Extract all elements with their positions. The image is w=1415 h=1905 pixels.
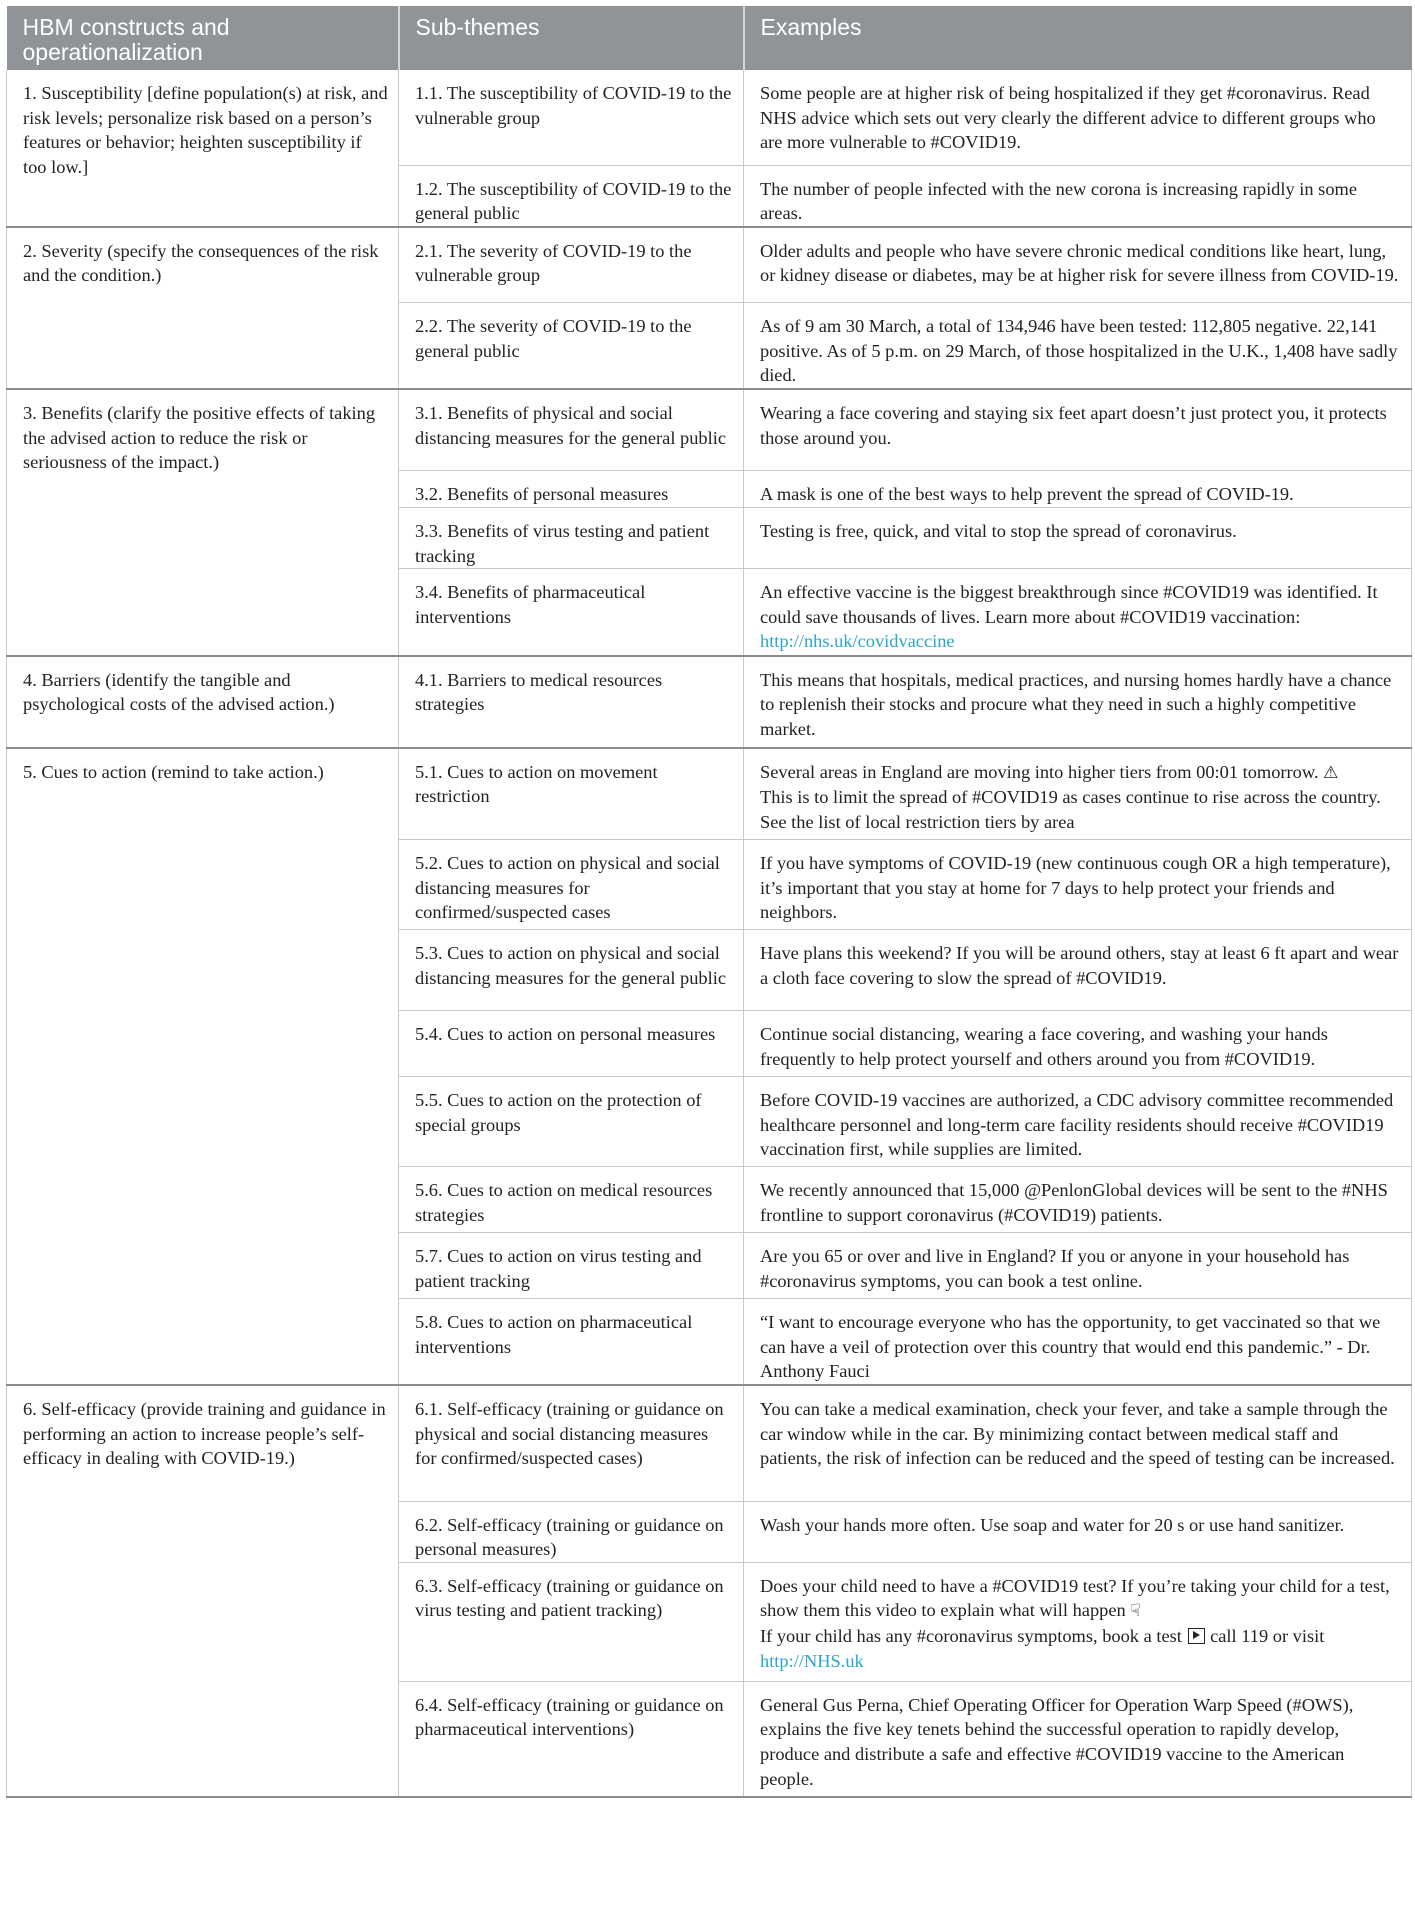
table-row (7, 1385, 1412, 1501)
example-text-continued: This is to limit the spread of #COVID19 as cases continue to rise across the country. See the list of local restriction tiers by area (760, 787, 1381, 832)
example-cell: Before COVID-19 vaccines are authorized, a CDC advisory committee recommended healthcare personnel and long-term care facility residents should receive #COVID19 vaccination first, while supplies are limited. (744, 1077, 1412, 1167)
example-text: Does your child need to have a #COVID19 test? If you’re taking your child for a test, show them this video to explain what will happen (760, 1575, 1390, 1621)
table-row (7, 656, 1412, 748)
subtheme-cell: 5.8. Cues to action on pharmaceutical interventions (399, 1299, 744, 1385)
subtheme-cell: 3.4. Benefits of pharmaceutical interventions (399, 569, 744, 656)
subtheme-cell: 5.2. Cues to action on physical and social distancing measures for confirmed/suspected cases (399, 840, 744, 930)
example-cell: As of 9 am 30 March, a total of 134,946 have been tested: 112,805 negative. 22,141 positive. As of 5 p.m. on 29 March, of those hospitalized in the U.K., 1,408 have sadly died. (744, 303, 1412, 389)
construct-cell: 4. Barriers (identify the tangible and psychological costs of the advised action.) (7, 656, 399, 748)
subtheme-cell: 5.1. Cues to action on movement restriction (399, 748, 744, 840)
nhs-link[interactable]: http://NHS.uk (760, 1650, 864, 1671)
subtheme-cell: 6.3. Self-efficacy (training or guidance on virus testing and patient tracking) (399, 1562, 744, 1681)
pointing-hand-icon: ☟ (1130, 1601, 1141, 1622)
construct-cell: 1. Susceptibility [define population(s) at risk, and risk levels; personalize risk based on a person’s features or behavior; heighten susceptibility if too low.] (7, 70, 399, 227)
example-cell (744, 748, 1412, 840)
vaccine-link[interactable]: http://nhs.uk/covidvaccine (760, 631, 955, 652)
example-cell: “I want to encourage everyone who has the opportunity, to get vaccinated so that we can have a veil of protection over this country that would end this pandemic.” - Dr. Anthony Fauci (744, 1299, 1412, 1385)
construct-cell: 2. Severity (specify the consequences of the risk and the condition.) (7, 227, 399, 389)
example-cell: Have plans this weekend? If you will be around others, stay at least 6 ft apart and wear a cloth face covering to slow the spread of #COVID19. (744, 930, 1412, 1011)
subtheme-cell: 2.1. The severity of COVID-19 to the vulnerable group (399, 227, 744, 303)
subtheme-cell: 1.1. The susceptibility of COVID-19 to the vulnerable group (399, 70, 744, 165)
example-text-line2-rest: call 119 or visit (1210, 1625, 1325, 1646)
subtheme-cell: 6.1. Self-efficacy (training or guidance on physical and social distancing measures for confirmed/suspected cases) (399, 1385, 744, 1501)
example-cell (744, 1562, 1412, 1681)
subtheme-cell: 5.3. Cues to action on physical and social distancing measures for the general public (399, 930, 744, 1011)
hbm-table (6, 6, 1412, 1798)
table-header-row (7, 6, 1412, 70)
example-text: An effective vaccine is the biggest breakthrough since #COVID19 was identified. It could save thousands of lives. Learn more about #COVID19 vaccination: (760, 582, 1378, 627)
subtheme-cell: 5.5. Cues to action on the protection of special groups (399, 1077, 744, 1167)
table-row (7, 70, 1412, 165)
subtheme-cell: 5.4. Cues to action on personal measures (399, 1011, 744, 1077)
example-cell: Older adults and people who have severe chronic medical conditions like heart, lung, or kidney disease or diabetes, may be at higher risk for severe illness from COVID-19. (744, 227, 1412, 303)
subtheme-cell: 3.1. Benefits of physical and social distancing measures for the general public (399, 389, 744, 471)
construct-cell: 6. Self-efficacy (provide training and guidance in performing an action to increase people’s self-efficacy in dealing with COVID-19.) (7, 1385, 399, 1797)
example-cell: You can take a medical examination, check your fever, and take a sample through the car window while in the car. By minimizing contact between medical staff and patients, the risk of infection can be reduced and the speed of testing can be increased. (744, 1385, 1412, 1501)
table-row (7, 227, 1412, 303)
subtheme-cell: 6.4. Self-efficacy (training or guidance on pharmaceutical interventions) (399, 1681, 744, 1797)
example-cell: Are you 65 or over and live in England? If you or anyone in your household has #coronavirus symptoms, you can book a test online. (744, 1233, 1412, 1299)
example-cell: Some people are at higher risk of being hospitalized if they get #coronavirus. Read NHS advice which sets out very clearly the different advice to different groups who are more vulnerable to #COVID19. (744, 70, 1412, 165)
example-text-line2: If your child has any #coronavirus symptoms, book a test (760, 1625, 1182, 1646)
example-cell: Continue social distancing, wearing a face covering, and washing your hands frequently to help protect yourself and others around you from #COVID19. (744, 1011, 1412, 1077)
subtheme-cell: 4.1. Barriers to medical resources strategies (399, 656, 744, 748)
header-constructs: HBM constructs and operationalization (22, 14, 230, 65)
example-cell: A mask is one of the best ways to help prevent the spread of COVID-19. (744, 471, 1412, 508)
table-row (7, 748, 1412, 840)
header-subthemes: Sub-themes (399, 6, 744, 70)
subtheme-cell: 3.2. Benefits of personal measures (399, 471, 744, 508)
subtheme-cell: 2.2. The severity of COVID-19 to the general public (399, 303, 744, 389)
subtheme-cell: 6.2. Self-efficacy (training or guidance on personal measures) (399, 1501, 744, 1562)
example-cell: If you have symptoms of COVID-19 (new continuous cough OR a high temperature), it’s important that you stay at home for 7 days to help protect your friends and neighbors. (744, 840, 1412, 930)
example-cell: Wash your hands more often. Use soap and water for 20 s or use hand sanitizer. (744, 1501, 1412, 1562)
example-cell: Testing is free, quick, and vital to stop the spread of coronavirus. (744, 508, 1412, 569)
subtheme-cell: 5.7. Cues to action on virus testing and patient tracking (399, 1233, 744, 1299)
construct-cell: 5. Cues to action (remind to take action.) (7, 748, 399, 1385)
example-text: Several areas in England are moving into higher tiers from 00:01 tomorrow. (760, 761, 1319, 782)
example-cell (744, 569, 1412, 656)
subtheme-cell: 3.3. Benefits of virus testing and patient tracking (399, 508, 744, 569)
table-row (7, 389, 1412, 471)
example-cell: This means that hospitals, medical practices, and nursing homes hardly have a chance to replenish their stocks and procure what they need in such a highly competitive market. (744, 656, 1412, 748)
play-button-icon (1188, 1628, 1205, 1644)
warning-icon: ⚠ (1323, 762, 1339, 783)
example-cell: We recently announced that 15,000 @PenlonGlobal devices will be sent to the #NHS frontline to support coronavirus (#COVID19) patients. (744, 1167, 1412, 1233)
example-cell: The number of people infected with the new corona is increasing rapidly in some areas. (744, 165, 1412, 227)
example-cell: General Gus Perna, Chief Operating Officer for Operation Warp Speed (#OWS), explains the five key tenets behind the successful operation to rapidly develop, produce and distribute a safe and effective #COVID19 vaccine to the American people. (744, 1681, 1412, 1797)
example-cell: Wearing a face covering and staying six feet apart doesn’t just protect you, it protects those around you. (744, 389, 1412, 471)
subtheme-cell: 1.2. The susceptibility of COVID-19 to the general public (399, 165, 744, 227)
header-examples: Examples (744, 6, 1412, 70)
construct-cell: 3. Benefits (clarify the positive effects of taking the advised action to reduce the risk or seriousness of the impact.) (7, 389, 399, 656)
subtheme-cell: 5.6. Cues to action on medical resources strategies (399, 1167, 744, 1233)
